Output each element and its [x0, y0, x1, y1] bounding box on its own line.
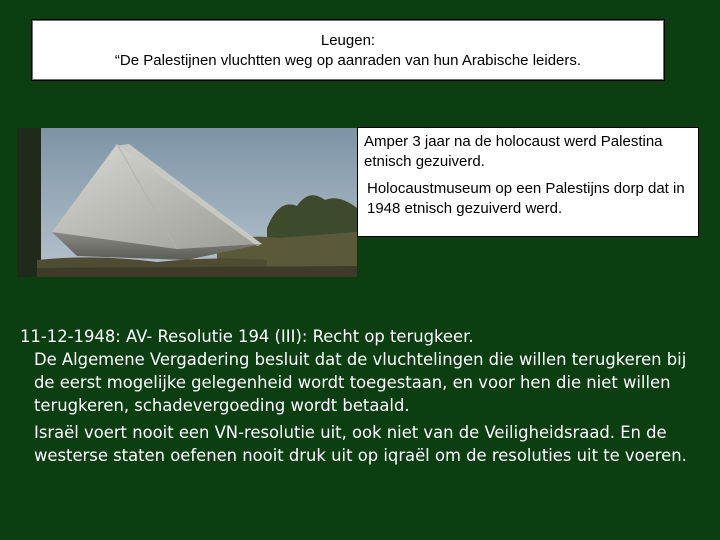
holocaust-museum-photo: [17, 128, 357, 277]
israel-paragraph: Israël voert nooit een VN-resolutie uit, ook niet van de Veiligheidsraad. En de westerse staten oefenen nooit druk uit op iqraël om de resoluties uit te voeren.: [34, 423, 687, 465]
caption-box: [357, 127, 699, 237]
caption-paragraph-2: Holocaustmuseum op een Palestijns dorp dat in 1948 etnisch gezuiverd werd.: [367, 180, 685, 217]
title-box: [31, 19, 665, 81]
body-text: [20, 325, 710, 467]
resolution-heading: 11-12-1948: AV- Resolutie 194 (III): Recht op terugkeer.: [20, 327, 474, 346]
title-label: Leugen:: [320, 32, 376, 49]
resolution-paragraph: De Algemene Vergadering besluit dat de vluchtelingen die willen terugkeren bij de eerst mogelijke gelegenheid wordt toegestaan, en voor hen die niet willen terugkeren, schadevergoeding wordt betaald.: [34, 350, 687, 415]
caption-paragraph-1: Amper 3 jaar na de holocaust werd Palestina etnisch gezuiverd.: [364, 133, 663, 170]
title-claim: “De Palestijnen vluchtten weg op aanraden van hun Arabische leiders.: [114, 52, 582, 69]
